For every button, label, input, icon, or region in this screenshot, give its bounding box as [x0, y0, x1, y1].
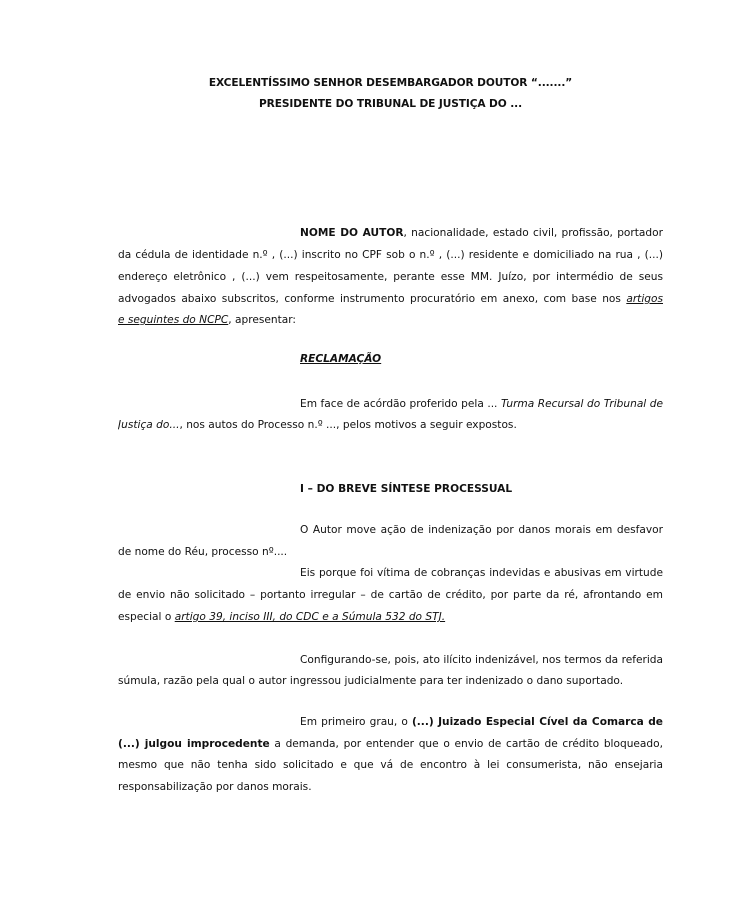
cdc-sumula-link[interactable]: artigo 39, inciso III, do CDC e a Súmula 532 do STJ.: [174, 611, 446, 623]
p4-line-2: (...) julgou improcedente a demanda, por entender que o envio de cartão de crédito bloqueado,: [118, 738, 663, 750]
artigos-988-link[interactable]: artigos: [626, 293, 663, 305]
p4-line-4: responsabilização por danos morais.: [118, 781, 312, 793]
intro-line-3: endereço eletrônico , (...) vem respeitosamente, perante esse MM. Juízo, por intermédio de seus: [118, 271, 663, 283]
reclamacao-title: RECLAMAÇÃO: [300, 353, 382, 365]
ncpc-link[interactable]: e seguintes do NCPC: [118, 314, 229, 326]
intro-line-1: NOME DO AUTOR, nacionalidade, estado civil, profissão, portador: [300, 227, 663, 239]
p2-line-3: especial o artigo 39, inciso III, do CDC e a Súmula 532 do STJ.: [118, 611, 446, 623]
intro-line-4: advogados abaixo subscritos, conforme instrumento procuratório em anexo, com base nos artigos: [118, 292, 663, 306]
p2-line-2: de envio não solicitado – portanto irregular – de cartão de crédito, por parte da ré, afrontando em: [118, 589, 663, 601]
header-line-1: EXCELENTÍSSIMO SENHOR DESEMBARGADOR DOUTOR “.......”: [208, 77, 573, 89]
p2-line-1: Eis porque foi vítima de cobranças indevidas e abusivas em virtude: [300, 567, 663, 579]
p3-line-2: súmula, razão pela qual o autor ingressou judicialmente para ter indenizado o dano suportado.: [118, 675, 624, 687]
face-line-2: Justiça do..., nos autos do Processo n.º ..., pelos motivos a seguir expostos.: [118, 419, 517, 431]
intro-line-2: da cédula de identidade n.º , (...) inscrito no CPF sob o n.º , (...) residente e domiciliado na rua , (...): [118, 249, 663, 261]
section-1-title: I – DO BREVE SÍNTESE PROCESSUAL: [300, 483, 513, 495]
header-line-2: PRESIDENTE DO TRIBUNAL DE JUSTIÇA DO ...: [258, 98, 523, 110]
intro-line-5: e seguintes do NCPC, apresentar:: [118, 314, 296, 326]
p3-line-1: Configurando-se, pois, ato ilícito indenizável, nos termos da referida: [300, 654, 663, 666]
p4-line-3: mesmo que não tenha sido solicitado e que vá de encontro à lei consumerista, não ensejaria: [118, 759, 663, 771]
p4-line-1: Em primeiro grau, o (...) Juizado Especial Cível da Comarca de: [300, 716, 663, 728]
face-line-1: Em face de acórdão proferido pela ... Turma Recursal do Tribunal de: [300, 398, 663, 410]
p1-line-1: O Autor move ação de indenização por danos morais em desfavor: [300, 524, 663, 536]
p1-line-2: de nome do Réu, processo nº....: [118, 546, 288, 558]
author-name: NOME DO AUTOR: [300, 227, 404, 239]
